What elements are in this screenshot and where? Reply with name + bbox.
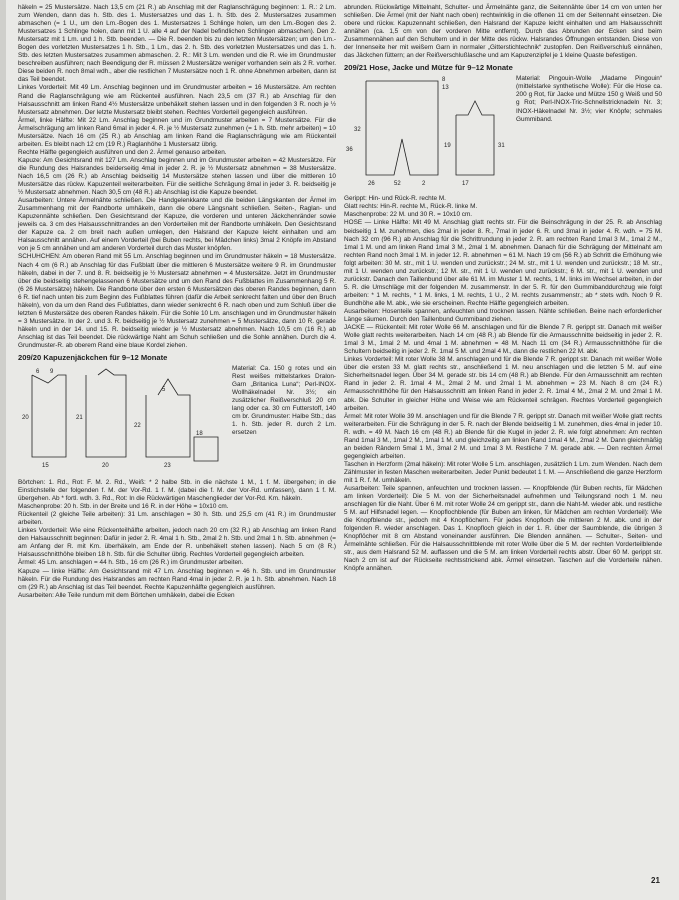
dim-label-5: 20 — [102, 463, 109, 470]
page-number: 21 — [651, 876, 660, 885]
page-edge — [0, 0, 6, 900]
left-paragraph-10: Rückenteil (2 gleiche Teile arbeiten): 31 Lm. anschlagen = 30 h. Stb. und 25,5 cm (41 R.) im Grundmuster arbeiten. — [18, 511, 336, 527]
section-title-209-21: 209/21 Hose, Jacke und Mütze für 9–12 Monate — [344, 63, 513, 73]
left-paragraph-5: Kapuze: Am Gesichtsrand mit 127 Lm. Anschlag beginnen und im Grundmuster arbeiten = 42 Mustersätze. Für die Rundung des Halsrandes beiderseitig 4mal in jeder 2. R. je ½ Mustersatz abnehmen = 38 Mustersätze. Nach 16,5 cm (26 R.) ab Anschlag beidseitig 14 Mustersätze stehen lassen und über die mittleren 10 Mustersätze das rückw. Kapuzenteil weiterarbeiten. Für die seitliche Schrägung 8mal in jeder 3. R. beidseitig je ½ Mustersatz abnehmen. Nach 30,5 cm (48 R.) ab Anschlag ist die Kapuze beendet. — [18, 156, 336, 197]
dim-label-r8: 17 — [462, 181, 469, 188]
dim-label-7: 23 — [164, 463, 171, 470]
dim-label-r9: 19 — [444, 143, 451, 150]
dim-label-3: 9 — [50, 369, 54, 376]
left-paragraph-7: SCHUHCHEN: Am oberen Rand mit 55 Lm. Anschlag beginnen und im Grundmuster häkeln = 18 Mustersätze. Nach 4 cm (6 R.) ab Anschlag für das Fußblatt über die mittleren 6 Mustersätze weitere 9 R. im Grundmuster häkeln, dabei in der 7. und 8. R. beidseitig je ½ Mustersatz abnehmen = 4 Mustersätze. Jetzt im Grundmuster über die beidseitig stehengelassenen 6 Mustersätze und um den Rand des Fußblattes im Zusammenhang 5 R. (6 26 Mustersätze) häkeln. Die Randborte über den ersten 6 Mustersätzen des oberen Randes beginnen, dann 6 R. tief nach unten bis zum Beginn des Fußblattes führen (dafür die Arbeit senkrecht falten und über den Bruch häkeln), von da um den Rand des Fußblattes, dann wieder senkrecht 6 R. nach oben und zum Schluß über die letzten 6 Mustersätze des oberen Randes häkeln. Für die Sohle 10 Lm. anschlagen und im Grundmuster häkeln = 3 Mustersätze. In der 2. und 3. R. beidseitig je ½ Mustersatz zunehmen = 5 Mustersätze, dann 10 R. gerade häkeln und in der 14. und 15. R. beidseitig wieder je ½ Mustersatz abnehmen. Nach 10,5 cm (16 R.) ab Anschlag ist das Teil beendet. Die rückwärtige Naht am Schuh schließen und die Sohle annähen. Durch die 4. Grundmuster-R. ab oberem Rand eine blaue Kordel ziehen. — [18, 253, 336, 349]
dim-label-4: 15 — [42, 463, 49, 470]
right-paragraph-8: Linkes Vorderteil: Mit roter Wolle 38 M. anschlagen und für die Blende 7 R. gerippt str. Danach mit weißer Wolle über die ersten 33 M. glatt rechts str., anschließend 1 M. neu anschlagen und die letzten 5 M. auf eine Sicherheitsnadel legen. Über 34 M. gerade str. bis 14 cm (48 R.) ab Blende. Für den Armausschnitt am rechten Rand in jeder 2. R. 1mal 4 M., 2mal 2 M. und 2mal 1 M. abnehmen = 23 M. Nach 8 cm (24 R.) Armausschnitthöhe für den Halsausschnitt am linken Rand in jeder 2. R. 1mal 4 M., 2mal 2 M. und 2mal 1 M. abk. Die Schulter in gleicher Höhe und Weise wie am Rückenteil schrägen. Rechtes Vorderteil gegengleich arbeiten. — [344, 356, 662, 412]
section-title-209-20: 209/20 Kapuzenjäckchen für 9–12 Monate — [18, 353, 168, 363]
right-paragraph-11: Ausarbeiten: Teile spannen, anfeuchten und trocknen lassen. — Knopfblende (für Buben rechts, für Mädchen am linken Vorderteil): Die 5 M. von der Sicherheitsnadel aufnehmen und Teilungsrand noch 1 M. neu anschlagen für die Naht. Über 6 M. mit roter Wolle 24 cm gerippt str., dann die Naht-M. wieder abk. und restliche 5 M. auf Hilfsnadel legen. — Knopflochblende (für Buben am linken, für Mädchen am rechten Vorderteil): Wie die Knopfblende str., jedoch mit 4 Knopflöchern. Für jedes Knopfloch die mittleren 2 M. abk. und in der folgenden R. wieder anschlagen. Das 1. Knopfloch gleich in der 1. R. über der Saumblende, die übrigen 3 Knopflöcher mit 8 cm Abstand voneinander ausführen. Die Blenden annähen. — Schulter-, Seiten- und Ärmelnähte schließen. Für die Halsausschnittblende mit roter Wolle über die 5 M. der rechten Vorderteilblende str., aus dem Halsrand 52 M. auffassen und die 5 M. am linken Vorderteil rechts abstr. Über 60 M. gerippt str. Nach 2 cm ist auf der Rückseite rechtsstrickend abk. Ärmel einsetzen. Taschen auf die Vorderteile nähen. Knöpfe annähen. — [344, 485, 662, 573]
dim-label-r5: 52 — [394, 181, 401, 188]
dim-label-8: 22 — [134, 423, 141, 430]
right-paragraph-9: Ärmel: Mit roter Wolle 39 M. anschlagen und für die Blende 7 R. gerippt str. Danach mit weißer Wolle glatt rechts weiterarbeiten. Für die Schrägung in der 5. R. nach der Blende beidseitig 1 M. zunehmen, dies 4mal in jeder 10. R. wdh. = 49 M. Nach 16 cm (48 R.) ab Blende für die Kugel in jeder 2. R. wie folgt abnehmen: Am rechten Rand 1mal 3 M., 1mal 2 M., 1mal 1 M. und gleichzeitig am linken Rand 1mal 4 M., 2mal 2 M. Dann gleichmäßig an beiden Rändern 5mal 1 M., 3mal 2 M. und 1mal 3 M. Restliche 7 M. gerade abk. — Den rechten Ärmel gegengleich arbeiten. — [344, 412, 663, 460]
right-paragraph-5: HOSE — Linke Hälfte: Mit 49 M. Anschlag glatt rechts str. Für die Beinschrägung in der 25. R. ab Anschlag beidseitig 1 M. zunehmen, dies 2mal in jeder 8. R., 7mal in jeder 6. R. und 3mal in jeder 4. R. wdh. = 75 M. Nach 32 cm (96 R.) ab Anschlag für die Schrittrundung in jeder 2. R. am rechten Rand 1mal 3 M., 1mal 2 M., 1mal 1 M. und am linken Rand 1mal 3 M., 2mal 1 M. abnehmen. Danach für die Schrägung der Mittelnaht am rechten Rand noch 3mal 1 M. in jeder 12. R. abnehmen = 61 M. Nach 19 cm (56 R.) ab Schritt die Erhöhung wie folgt arbeiten: 30 M. str., mit 1 U. wenden und zurückstr.; 24 M. str., mit 1 U. wenden und zurückstr.; 18 M. str., mit 1 U. wenden und zurückstr.; 12 M. str., mit 1 U. wenden und zurückstr.; 6 M. str., mit 1 U. wenden und zurückstr. Danach den Taillenbund über alle 61 M. im Muster 1 M. rechts, 1 M. links im Wechsel arbeiten, in der 5. R. die Umschläge mit der folgenden M. zusammenstr. In der 5. R. für den Gummibanddurchzug wie folgt arbeiten: * 1 M. rechts, * 1 M. links, 1 M. rechts, 1 U., 2 M. rechts zusammenstr.; ab * stets wdh. Noch 9 R. Bundhöhe alle M. abk., wie sie erscheinen. Rechte Hälfte gegengleich arbeiten. — [344, 219, 662, 307]
dim-label-r10: 31 — [498, 143, 505, 150]
material-209-20: Material: Ca. 150 g rotes und ein Rest weißes mittelstarkes Dralon-Garn „Britanica Luna“; Perl-INOX-Wollhäkelnadel Nr. 3½; ein zusätzlicher Reißverschluß 20 cm lang oder ca. 30 cm Futterstoff, 140 cm br. Grundmuster: Halbe Stb.; das 1. h. Stb. jeder R. durch 2 Lm. ersetzen — [232, 365, 336, 437]
left-paragraph-1: häkeln = 25 Mustersätze. Nach 13,5 cm (21 R.) ab Anschlag mit der Raglanschrägung beginnen: 1. R.: 2 Lm. zum Wenden, dann das h. Stb. des 1. Mustersatzes und das 1. h. Stb. des 2. Mustersatzes zusammen abmaschen (= 1 U., um den Lm.-Bogen des 1. Mustersatzes 1 Schlinge holen, um den Lm.-Bogen des 2. Mustersatzes 1 Schlinge holen, dann mit 1 U. alle 4 auf der Nadel befindlichen Schlingen abmaschen). Den 2. Mustersatz mit 1 Lm. und 1 h. Stb. beenden. — Die R. beenden bis zu den letzten Mustersätzen; um den Lm.-Bogen des vorletzten Mustersatzes 1 h. Stb., 1 Lm., das 2. h. Stb. des vorletzten Mustersatzes und das 1. h. Stb. des letzten Mustersatzes zusammen abmaschen. 2. R.: Mit 3 Lm. wenden und die R. wie im Grundmuster beschreiben ausführen; nach Beendigung der R. müssen 2 Mustersätze weniger vorhanden sein als 2 R. vorher. Diese beiden R. noch 8mal wdh., aber die restlichen 7 Mustersätze noch 1 R. ohne Abnehmen arbeiten, dann ist das Teil beendet. — [18, 4, 336, 84]
dim-label-r7: 2 — [422, 181, 426, 188]
dim-label-1: 20 — [22, 415, 29, 422]
left-column — [18, 4, 336, 600]
dim-label-9: 18 — [196, 431, 203, 438]
right-paragraph-6: Ausarbeiten: Hosenteile spannen, anfeuchten und trocknen lassen. Nähte schließen. Beine nach erforderlicher Länge säumen. Durch den Taillenbund Gummiband ziehen. — [344, 307, 662, 324]
right-paragraph-4: Maschenprobe: 22 M. und 30 R. = 10x10 cm. — [344, 211, 473, 219]
dim-label-r2: 36 — [346, 147, 353, 154]
dim-label-r3: 13 — [442, 85, 449, 92]
dim-label-2: 6 — [36, 369, 40, 376]
left-paragraph-13: Kapuze — linke Hälfte: Am Gesichtsrand mit 47 Lm. Anschlag beginnen = 46 h. Stb. und im Grundmuster häkeln. Für die Rundung des Halsrandes am rechten Rand 4mal in jeder 2. R. je 1 h. Stb. abnehmen. Nach 18 cm (29 R.) ab Anschlag ist das Teil beendet. Rechte Kapuzenhälfte gegengleich ausführen. — [18, 567, 336, 591]
left-paragraph-9: Maschenprobe: 20 h. Stb. in der Breite und 16 R. in der Höhe = 10x10 cm. — [18, 503, 229, 511]
right-paragraph-7: JACKE — Rückenteil: Mit roter Wolle 66 M. anschlagen und für die Blende 7 R. gerippt str. Danach mit weißer Wolle glatt rechts weiterarbeiten. Nach 14 cm (48 R.) ab Blende für die Armausschnitte beidseitig in jeder 2. R. 1mal 3 M., 1mal 2 M. und 4mal 1 M. abnehmen = 48 M. Nach 11 cm (34 R.) Armausschnitthöhe für die Schultern beidseitig in jeder 2. R. 1mal 5 M. und 2mal 4 M., dann die restlichen 22 M. abk. — [344, 324, 662, 356]
material-209-21: Material: Pingouin-Wolle „Madame Pingouin“ (mittelstarke synthetische Wolle): Für die Hose ca. 200 g Rot, für Jacke und Mütze 150 g Weiß und 50 g Rot; Perl-INOX-Tric-Schnellstricknadeln Nr. 3; INOX-Häkelnadel Nr. 3½; vier Knöpfe; schmales Gummiband. — [516, 75, 662, 123]
right-column — [344, 4, 662, 574]
right-paragraph-2: Gerippt: Hin- und Rück-R. rechte M. — [344, 195, 446, 203]
dim-label-10: 5 — [162, 387, 166, 394]
dim-label-r1: 32 — [354, 127, 361, 134]
pattern-schematic-trousers — [344, 75, 512, 193]
left-paragraph-6: Ausarbeiten: Untere Ärmelnähte schließen. Die Handgelenkkante und die beiden Längskanten der Ärmel im Zusammenhang mit der Randborte umhäkeln, dann die obere Längsnaht schließen. Seiten-, Raglan- und Kapuzennähte schließen. Den Gesichtsrand der Kapuze, die vorderen und unteren Jäckchenränder sowie jeweils ca. 3 cm des Halsausschnittrandes an den Vorderteilen mit der Randborte umhäkeln. Den Gesichtsrand der Kapuze ca. 2 cm breit nach außen umlegen, den Halsrand der Kapuze leicht einhalten und am Halsausschnitt annähen. Auf einem Vorderteil (bei Buben rechts, bei Mädchen links) 3mal 2 Knöpfe im Abstand von je 5 cm annähen und am anderen Vorderteil durch das Muster knöpfen. — [18, 197, 336, 253]
left-paragraph-8: Börtchen: 1. Rd., Rot: F. M. 2. Rd., Weiß: * 2 halbe Stb. in die nächste 1 M., 1 f. M. übergehen; in die Einstichstelle der folgenden f. M. der Vor-Rd. 1 f. M. (dabei die f. M. der Vor-Rd. umfassen), dann 1 f. M. übergehen. Ab * fortl. wdh. 3. Rd., Rot: In die Rückwärtigen Maschenglieder der Vor-Rd. Km. häkeln. — [18, 479, 336, 503]
right-paragraph-10: Taschen in Herzform (2mal häkeln): Mit roter Wolle 5 Lm. anschlagen, zusätzlich 1 Lm. zum Wenden. Nach dem Zählmuster in festen Maschen weiterarbeiten. Jeder Punkt bedeutet 1 f. M. — Anschließend die ganze Herzform mit 1 R. f. M. umhäkeln. — [344, 460, 662, 484]
pattern-schematic-jacket — [18, 365, 228, 477]
right-paragraph-1: abrunden. Rückwärtige Mittelnaht, Schulter- und Ärmelnähte ganz, die Seitennähte über 14 cm von unten her schließen. Die Ärmel (mit der Naht nach oben) rechtwinklig in die offenen 11 cm der Seitennaht einsetzen. Die obere und rückw. Kapuzennaht schließen, den Halsrand der Kapuze leicht einhalten und am Halsausschnitt annähen (ca. 1,5 cm von der vorderen Mitte entfernt). Durch das Abrunden der Ecken sind beim Zusammennähen auf den Schultern und in der Mitte des rückw. Halsrandes Öffnungen entstanden. Diese von der Innenseite her mit weißem Garn in normaler „Gitterstichtechnik“ zustopfen. Den Reißverschluß einnähen, das Jäckchen füttern; an der Reißverschlußlasche und am Kapuzenzipfel je 1 kleine Quaste befestigen. — [344, 4, 662, 60]
right-paragraph-3: Glatt rechts: Hin-R. rechte M., Rück-R. linke M. — [344, 203, 478, 211]
left-paragraph-11: Linkes Vorderteil: Wie eine Rückenteilhälfte arbeiten, jedoch nach 20 cm (32 R.) ab Anschlag am linken Rand den Halsausschnitt beginnen: Dafür in jeder 2. R. 4mal 1 h. Stb., 2mal 2 h. Stb. und 2mal 1 h. Stb. abnehmen (= am Anfang der R. mit Km. überhäkeln, am Ende der R. unbehäkelt stehen lassen). Nach 5 cm (8 R.) Halsausschnitthöhe bleiben 18 h. Stb. für die Schulter übrig. Rechtes Vorderteil gegengleich arbeiten. — [18, 527, 336, 559]
left-paragraph-4: Rechte Hälfte gegengleich ausführen und den 2. Ärmel genauso arbeiten. — [18, 148, 227, 156]
dim-label-6: 21 — [76, 415, 83, 422]
dim-label-r4: 8 — [442, 77, 446, 84]
left-paragraph-3: Ärmel, linke Hälfte: Mit 22 Lm. Anschlag beginnen und im Grundmuster arbeiten = 7 Mustersätze. Für die Ärmelschrägung am linken Rand 6mal in jeder 4. R. je ½ Mustersatz zunehmen (= 1 h. Stb. mehr arbeiten) = 10 Mustersätze. Nach 16 cm (25 R.) ab Anschlag am linken Rand die Raglanschrägung wie am Rückenteil arbeiten. Es bleibt nach 12 cm (19 R.) Raglanhöhe 1 Mustersatz übrig. — [18, 116, 336, 148]
left-paragraph-12: Ärmel: 45 Lm. anschlagen = 44 h. Stb., 16 cm (26 R.) im Grundmuster arbeiten. — [18, 559, 244, 567]
left-diagram-area — [18, 365, 336, 477]
left-paragraph-14: Ausarbeiten: Alle Teile rundum mit dem Börtchen umhäkeln, dabei die Ecken — [18, 591, 235, 599]
dim-label-r6: 26 — [368, 181, 375, 188]
right-diagram-area — [344, 75, 662, 193]
left-paragraph-2: Linkes Vorderteil: Mit 49 Lm. Anschlag beginnen und im Grundmuster arbeiten = 16 Mustersätze. Am rechten Rand die Raglanschrägung wie am Rückenteil ausführen. Nach 23,5 cm (37 R.) ab Anschlag für den Halsausschnitt am linken Rand 4½ Mustersätze unbehäkelt stehen lassen und in den folgenden 3 R. noch je ½ Mustersatz abnehmen. Der letzte Mustersatz bleibt stehen. Rechtes Vorderteil gegengleich ausführen. — [18, 84, 336, 116]
